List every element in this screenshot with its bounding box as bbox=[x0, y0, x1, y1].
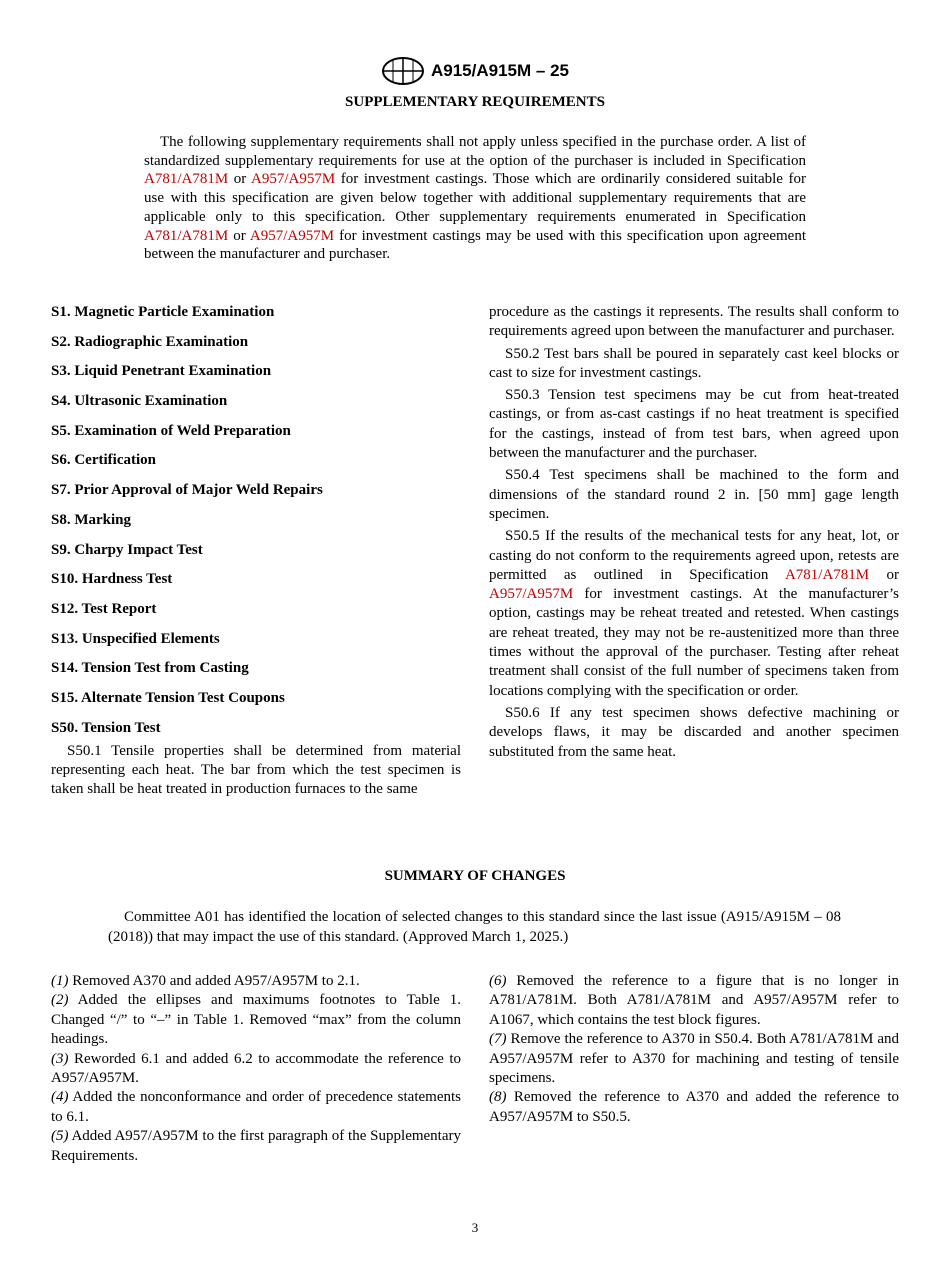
requirement-heading: S13. Unspecified Elements bbox=[51, 630, 220, 647]
requirement-heading: S2. Radiographic Examination bbox=[51, 333, 249, 350]
requirement-heading: S9. Charpy Impact Test bbox=[51, 541, 203, 558]
requirement-heading: S6. Certification bbox=[51, 452, 156, 469]
change-item: (3) Reworded 6.1 and added 6.2 to accommodate the reference to A957/A957M. bbox=[51, 1050, 461, 1087]
link-a957[interactable]: A957/A957M bbox=[251, 171, 336, 188]
change-item: (5) Added A957/A957M to the first paragraph of the Supplementary Requirements. bbox=[51, 1128, 461, 1164]
paragraph-s50-1-cont: procedure as the castings it represents. The results shall conform to requirements agreed upon between the manufacturer and purchaser. bbox=[489, 304, 899, 340]
link-a781[interactable]: A781/A781M bbox=[144, 171, 229, 188]
page-header bbox=[0, 56, 950, 86]
paragraph-s50-2: S50.2 Test bars shall be poured in separately cast keel blocks or cast to size for investment castings. bbox=[489, 345, 899, 381]
astm-logo-icon bbox=[381, 56, 425, 86]
requirement-heading: S10. Hardness Test bbox=[51, 571, 173, 588]
requirement-heading: S8. Marking bbox=[51, 511, 132, 528]
requirement-heading: S50. Tension Test bbox=[51, 719, 161, 736]
link-a957[interactable]: A957/A957M bbox=[249, 227, 335, 244]
standard-designation: A915/A915M – 25 bbox=[431, 61, 569, 80]
requirement-heading: S7. Prior Approval of Major Weld Repairs bbox=[51, 482, 323, 499]
change-item: (6) Removed the reference to a figure that is no longer in A781/A781M. Both A781/A781M and A957/A957M refer to A1067, which contains the test block figures. bbox=[489, 973, 899, 1028]
change-item: (1) Removed A370 and added A957/A957M to 2.1. bbox=[51, 973, 360, 989]
changes-right-column bbox=[489, 972, 899, 1127]
requirement-heading: S15. Alternate Tension Test Coupons bbox=[51, 689, 285, 706]
paragraph-s50-4: S50.4 Test specimens shall be machined to the form and dimensions of the standard round 2 in. [50 mm] gage length specimen. bbox=[489, 467, 899, 522]
summary-intro: Committee A01 has identified the location of selected changes to this standard since the last issue (A915/A915M – 08 (2018)) that may impact the use of this standard. (Approved March 1, 2025.) bbox=[108, 909, 841, 945]
requirement-heading: S1. Magnetic Particle Examination bbox=[51, 304, 275, 320]
paragraph-s50-5: S50.5 If the results of the mechanical tests for any heat, lot, or casting do not conform to the requirements agreed upon, retests are permitted as outlined in Specification A781/A781M or A957/A957M for investment castings. At the manufacturer’s option, castings may be reheat treated and retested. When castings are reheat treated, they may not be re-austenitized more than three times without the approval of the purchaser. Testing after reheat treatment shall consist of the full number of specimens taken from locations complying with the specification or order. bbox=[489, 528, 899, 699]
link-a781[interactable]: A781/A781M bbox=[784, 566, 870, 583]
change-item: (4) Added the nonconformance and order of precedence statements to 6.1. bbox=[51, 1089, 461, 1125]
supplementary-left-column bbox=[51, 303, 461, 803]
requirement-heading: S5. Examination of Weld Preparation bbox=[51, 422, 291, 439]
changes-left-column bbox=[51, 972, 461, 1166]
supplementary-intro: The following supplementary requirements shall not apply unless specified in the purchase order. A list of standardized supplementary requirements for use at the option of the purchaser is included in Specification A781/A781M or A957/A957M for investment castings. Those which are ordinarily considered suitable for use with this specification are given below together with additional supplementary requirements that are applicable only to this specification. Other supplementary requirements enumerated in Specification A781/A781M or A957/A957M for investment castings may be used with this specification upon agreement between the manufacturer and purchaser. bbox=[144, 134, 807, 263]
change-item: (2) Added the ellipses and maximums footnotes to Table 1. Changed “/” to “–” in Table 1. Removed “max” from the column headings. bbox=[51, 992, 461, 1048]
paragraph-s50-6: S50.6 If any test specimen shows defective machining or develops flaws, it may be discarded and another specimen substituted from the same heat. bbox=[489, 704, 899, 760]
requirement-heading: S4. Ultrasonic Examination bbox=[51, 393, 228, 410]
change-item: (7) Remove the reference to A370 in S50.4. Both A781/A781M and A957/A957M refer to A370 for machining and testing of tensile specimens. bbox=[489, 1031, 899, 1087]
summary-title: SUMMARY OF CHANGES bbox=[384, 868, 566, 884]
link-a781[interactable]: A781/A781M bbox=[144, 227, 229, 244]
supplementary-right-column bbox=[489, 303, 899, 765]
change-item: (8) Removed the reference to A370 and added the reference to A957/A957M to S50.5. bbox=[489, 1089, 899, 1125]
supplementary-title: SUPPLEMENTARY REQUIREMENTS bbox=[345, 94, 605, 110]
requirement-heading: S12. Test Report bbox=[51, 600, 157, 617]
requirement-heading: S3. Liquid Penetrant Examination bbox=[51, 363, 272, 380]
requirement-heading: S14. Tension Test from Casting bbox=[51, 660, 249, 677]
page-number: 3 bbox=[471, 1220, 479, 1235]
link-a957[interactable]: A957/A957M bbox=[489, 586, 574, 603]
paragraph-s50-3: S50.3 Tension test specimens may be cut from heat-treated castings, or from as-cast castings if no heat treatment is specified for the castings, instead of from test bars, when agreed upon between the manufacturer and the purchaser. bbox=[489, 387, 899, 462]
paragraph-s50-1: S50.1 Tensile properties shall be determined from material representing each heat. The bar from which the test specimen is taken shall be heat treated in production furnaces to the same bbox=[51, 742, 461, 798]
